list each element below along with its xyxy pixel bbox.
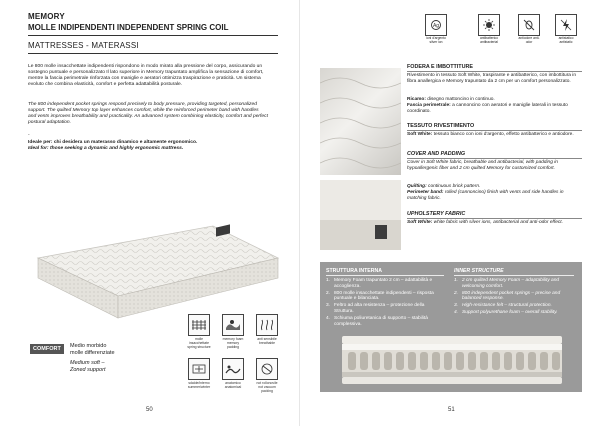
- comfort-badge: COMFORT: [30, 344, 64, 354]
- fabric-closeup-photo: [320, 68, 401, 175]
- inner-structure-rule: [454, 275, 574, 276]
- list-item: 3. High-resistance felt – structural protection.: [454, 303, 552, 309]
- upholstery-separator: [407, 218, 582, 219]
- tessuto-separator: [407, 130, 582, 131]
- cert-antistatic: antistatico antistatic: [553, 14, 579, 45]
- fodera-separator: [407, 71, 582, 72]
- ricamo-line: Ricamo: disegno mattoncino in continuo.: [407, 97, 495, 102]
- comfort-it-line1: Medio morbido: [70, 343, 107, 349]
- feature-pocket-springs: molle insacchettate spring structure: [187, 314, 211, 349]
- subtitle-rule: [28, 53, 278, 54]
- silver-ion-icon: [429, 18, 443, 32]
- struttura-heading: STRUTTURA INTERNA: [326, 268, 383, 274]
- inner-structure-heading: INNER STRUCTURE: [454, 268, 504, 274]
- ideal-for-english: Ideal for: those seeking a dynamic and highly ergonomic mattress.: [28, 146, 184, 151]
- list-item: 4. Support polyurethane foam – overall stability.: [454, 309, 558, 315]
- cert-antibacterial: antibatterico antibacterial: [476, 14, 502, 45]
- feature-memory-foam: memory foam memory padding: [221, 314, 245, 349]
- comfort-en-line1: Medium soft –: [70, 360, 105, 367]
- list-item: 2. 800 molle insacchettate indipendenti – risposta puntuale e bilanciata.: [326, 290, 434, 302]
- inner-structure-list: [454, 278, 574, 317]
- cover-heading: COVER AND PADDING: [407, 151, 466, 157]
- vacuum-packing-icon: [259, 362, 275, 376]
- product-subtitle: MOLLE INDIPENDENTI INDEPENDENT SPRING COIL: [28, 23, 229, 32]
- quilting-line: Quilting: continuous brick pattern.: [407, 184, 481, 189]
- page-number-right: 51: [448, 407, 455, 413]
- pocket-springs-icon: [191, 318, 207, 332]
- list-item: 4. Schiuma poliuretanica di supporto – stabilità complessiva.: [326, 315, 428, 327]
- feature-vacuum-packing: not rollonovile not vacuum packing: [255, 358, 279, 393]
- cover-text: Cover in Soft White fabric, breathable and antibacterial, with padding in hypoallergenic fiber and 2 cm quilted Memory for customized comfort.: [407, 160, 558, 171]
- perimeter-line: Perimeter band: rolled (cannoncino) finish with vents and side handles in matching fabric.: [407, 190, 564, 201]
- antibacterial-icon: [482, 18, 496, 32]
- mattress-corner-image: [320, 180, 401, 250]
- ideal-for-italian: Ideale per: chi desidera un materasso dinamico e altamente ergonomico.: [28, 140, 198, 145]
- struttura-list: [326, 278, 444, 328]
- feature-anatomic: anatomico anatomical: [221, 358, 245, 389]
- mattress-cross-section-image: [342, 334, 562, 386]
- mattress-corner-photo: [320, 180, 401, 250]
- cert-anti-mite: antiodore anti-odor: [516, 14, 542, 45]
- antistatic-icon: [559, 18, 573, 32]
- fodera-heading: FODERA E IMBOTTITURE: [407, 64, 473, 70]
- upholstery-heading: UPHOLSTERY FABRIC: [407, 211, 466, 217]
- anatomic-icon: [225, 362, 241, 376]
- list-item: 2. 800 independent pocket springs – precise and balanced response.: [454, 290, 561, 302]
- description-english: The 800 independent pocket springs respond precisely to body pressure, providing targeted, personalized support. The quilted Memory top layer enhances comfort, while the reinforced perimeter band with handles and vents improves breathability and practicality. An advanced system combining elasticity, comfort and perfect postural adaptation.: [28, 102, 268, 126]
- anti-mite-icon: [522, 18, 536, 32]
- description-dash: -: [28, 133, 30, 138]
- cert-silver-ion: Ag ioni d'argento silver ion: [423, 14, 449, 45]
- feature-breathable: anti sensibile breathable: [255, 314, 279, 345]
- structure-panel: [320, 262, 582, 392]
- quilted-fabric-image: [320, 68, 401, 175]
- cover-separator: [407, 158, 582, 159]
- tessuto-line: Soft White: tessuto bianco con ioni d'argento, effetto antibatterico e antiodore.: [407, 132, 574, 137]
- comfort-description: [70, 343, 115, 373]
- list-item: 1. 2 cm quilted Memory Foam – adaptability and welcoming comfort.: [454, 278, 560, 289]
- comfort-it-line2: molle differenziate: [70, 349, 115, 356]
- title-rule: [28, 35, 278, 36]
- category-heading: MATTRESSES - MATERASSI: [28, 41, 139, 50]
- page-number-left: 50: [146, 407, 153, 413]
- memory-foam-icon: [225, 318, 241, 332]
- breathable-icon: [259, 318, 275, 332]
- list-item: 1. Memory Foam trapuntato 2 cm – adattabilità e accoglienza.: [326, 278, 433, 289]
- ergonomic-icon: [191, 362, 207, 376]
- comfort-en-line2: Zoned support: [70, 366, 106, 373]
- tessuto-heading: TESSUTO RIVESTIMENTO: [407, 123, 475, 129]
- upholstery-line: Soft White: white fabric with silver ions, antibacterial and anti-odor effect.: [407, 220, 563, 225]
- feature-ergonomic: sdalde/interno summer/winter: [187, 358, 211, 389]
- fodera-text: Rivestimento in tessuto Soft White, traspirante e antibatterico, con imbottitura in fibra anallergica e Memory trapuntato da 2 cm per un comfort personalizzato.: [407, 73, 577, 84]
- description-italian: Le 800 molle insacchettate indipendenti rispondono in modo mirato alla pressione del corpo, assicurando un sostegno puntuale e personalizzato Il lato superiore in Memory trapuntato amplifica la sensazione di comfort, mentre la fascia perimetrale rinforzata con maniglie e aeratori ottimizza traspirazione e praticità. Un sistema evoluto che combina elasticità, comfort e perfetta adattabilità posturale.: [28, 64, 264, 88]
- fascia-line: Fascia perimetrale: a cannoncino con aeratori e maniglie laterali in tessuto coordinato.: [407, 103, 568, 114]
- svg-text:Ag: Ag: [432, 23, 440, 29]
- product-title: MEMORY: [28, 12, 65, 21]
- mattress-image: [28, 218, 288, 328]
- list-item: 3. Feltro ad alta resistenza – protezione della Struttura.: [326, 303, 425, 314]
- struttura-rule: [326, 275, 444, 276]
